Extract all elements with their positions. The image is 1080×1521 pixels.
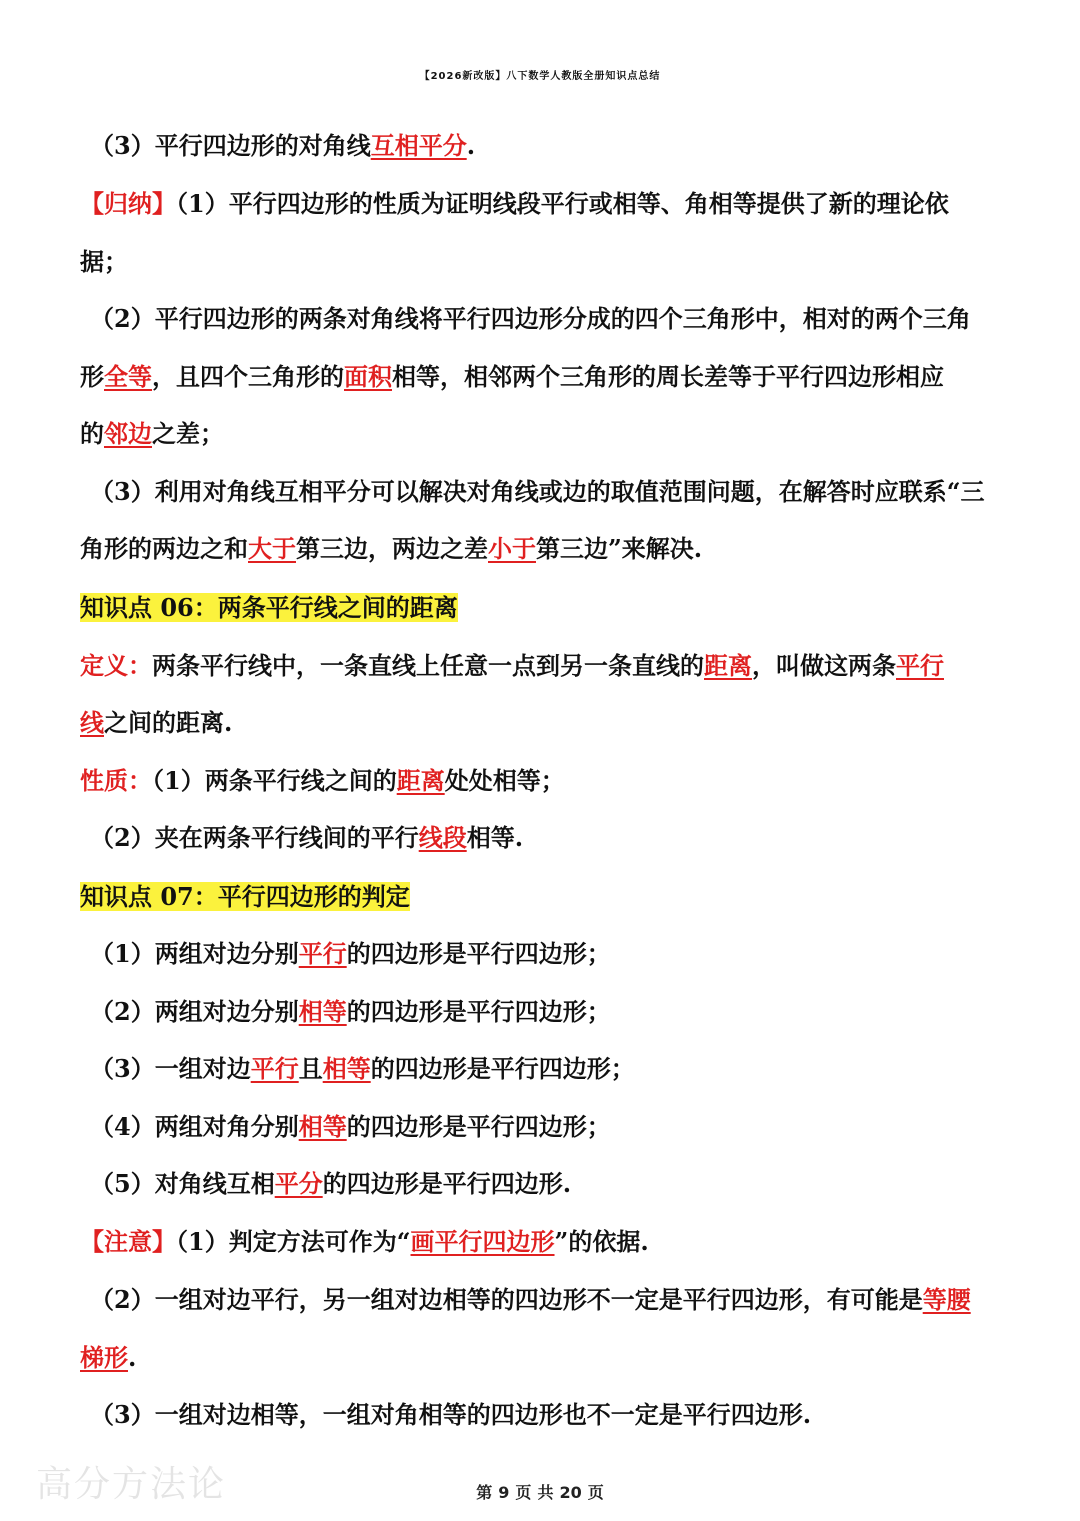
text: 两条平行线中，一条直线上任意一点到另一条直线的 [152, 651, 704, 680]
answer-blank: 梯形 [80, 1343, 128, 1372]
note-tag: 【注意】 [80, 1227, 176, 1256]
text: 的四边形是平行四边形； [346, 1112, 611, 1141]
text: 据； [80, 247, 128, 276]
summary-line-5 [80, 409, 224, 459]
text: ，叫做这两条 [752, 651, 896, 680]
knowledge-point-06-heading [80, 583, 458, 633]
document-title: 【2026新改版】八下数学人教版全册知识点总结 [419, 71, 661, 82]
text: 相等. [466, 823, 524, 852]
kp06-definition-line-2 [80, 698, 232, 748]
summary-line-7 [80, 524, 702, 574]
text: 第三边，两边之差 [296, 534, 488, 563]
text: （1）平行四边形的性质为证明线段平行或相等、角相等提供了新的理论依 [176, 189, 949, 218]
summary-line-1 [80, 179, 949, 229]
text: 处处相等； [444, 766, 565, 795]
text: 之差； [152, 419, 224, 448]
definition-tag: 定义： [80, 651, 152, 680]
note-line-2 [90, 1275, 971, 1325]
kp07-criterion-3 [90, 1044, 635, 1094]
footer-text: 页 [515, 1483, 532, 1502]
section-heading: 知识点 06：两条平行线之间的距离 [80, 593, 458, 622]
answer-blank: 线段 [418, 823, 467, 852]
text: （2）两组对边分别 [90, 997, 299, 1026]
page-number: 9 [498, 1483, 510, 1502]
kp06-property-2 [90, 813, 523, 863]
answer-blank: 线 [80, 708, 104, 737]
summary-tag: 【归纳】 [80, 189, 176, 218]
answer-blank: 平分 [274, 1169, 323, 1198]
kp07-criterion-4 [90, 1102, 611, 1152]
summary-line-4 [80, 352, 944, 402]
text: （3）利用对角线互相平分可以解决对角线或边的取值范围问题，在解答时应联系“三 [90, 477, 985, 506]
text: （2）平行四边形的两条对角线将平行四边形分成的四个三角形中，相对的两个三角 [90, 304, 971, 333]
summary-line-2 [80, 237, 128, 287]
note-line-4 [90, 1390, 811, 1440]
summary-line-3 [90, 294, 971, 344]
text: （1）判定方法可作为“ [176, 1227, 411, 1256]
text: 角形的两边之和 [80, 534, 248, 563]
answer-blank: 距离 [396, 766, 445, 795]
text: 相等，相邻两个三角形的周长差等于平行四边形相应 [392, 362, 944, 391]
answer-blank: 全等 [104, 362, 152, 391]
text: 的 [80, 419, 104, 448]
text: . [128, 1343, 137, 1372]
text: ，且四个三角形的 [152, 362, 344, 391]
text: 的四边形是平行四边形. [322, 1169, 572, 1198]
kp06-definition-line-1 [80, 641, 944, 691]
text: 第三边”来解决. [536, 534, 703, 563]
answer-blank: 相等 [298, 997, 347, 1026]
page-total: 20 [559, 1483, 582, 1502]
text: . [466, 131, 476, 160]
note-line-1 [80, 1217, 649, 1267]
answer-blank: 画平行四边形 [410, 1227, 555, 1256]
property-tag: 性质： [80, 766, 152, 795]
section-heading: 知识点 07：平行四边形的判定 [80, 882, 410, 911]
text: （5）对角线互相 [90, 1169, 275, 1198]
text: 形 [80, 362, 104, 391]
text: 的四边形是平行四边形； [346, 939, 611, 968]
text: 且 [298, 1054, 323, 1083]
answer-blank: 等腰 [922, 1285, 971, 1314]
text: （1）两组对边分别 [90, 939, 299, 968]
text: （3）平行四边形的对角线 [90, 131, 371, 160]
answer-blank: 相等 [298, 1112, 347, 1141]
footer-text: 第 [476, 1483, 493, 1502]
kp06-property-1 [80, 756, 565, 806]
kp07-criterion-2 [90, 987, 611, 1037]
text: （1）两条平行线之间的 [152, 766, 397, 795]
answer-blank: 邻边 [104, 419, 152, 448]
answer-blank: 平行 [250, 1054, 299, 1083]
answer-blank: 大于 [248, 534, 296, 563]
parallelogram-property-3 [90, 121, 475, 171]
answer-blank: 小于 [488, 534, 536, 563]
footer-text: 页 [587, 1483, 604, 1502]
text: （2）夹在两条平行线间的平行 [90, 823, 419, 852]
summary-line-6 [90, 467, 985, 517]
text: 的四边形是平行四边形； [370, 1054, 635, 1083]
answer-blank: 平行 [896, 651, 944, 680]
text: 的四边形是平行四边形； [346, 997, 611, 1026]
text: （3）一组对边相等，一组对角相等的四边形也不一定是平行四边形. [90, 1400, 812, 1429]
note-line-3 [80, 1333, 136, 1383]
answer-blank: 距离 [704, 651, 752, 680]
answer-blank: 相等 [322, 1054, 371, 1083]
text: ”的依据. [554, 1227, 649, 1256]
page-footer [0, 1480, 1080, 1503]
text: （4）两组对角分别 [90, 1112, 299, 1141]
knowledge-point-07-heading [80, 872, 410, 922]
watermark: 高分方法论 [36, 1464, 227, 1505]
text: （3）一组对边 [90, 1054, 251, 1083]
kp07-criterion-1 [90, 929, 611, 979]
text: 之间的距离. [104, 708, 233, 737]
answer-blank: 面积 [344, 362, 392, 391]
text: （2）一组对边平行，另一组对边相等的四边形不一定是平行四边形，有可能是 [90, 1285, 923, 1314]
answer-blank: 平行 [298, 939, 347, 968]
kp07-criterion-5 [90, 1159, 571, 1209]
answer-blank: 互相平分 [370, 131, 467, 160]
footer-text: 共 [537, 1483, 554, 1502]
